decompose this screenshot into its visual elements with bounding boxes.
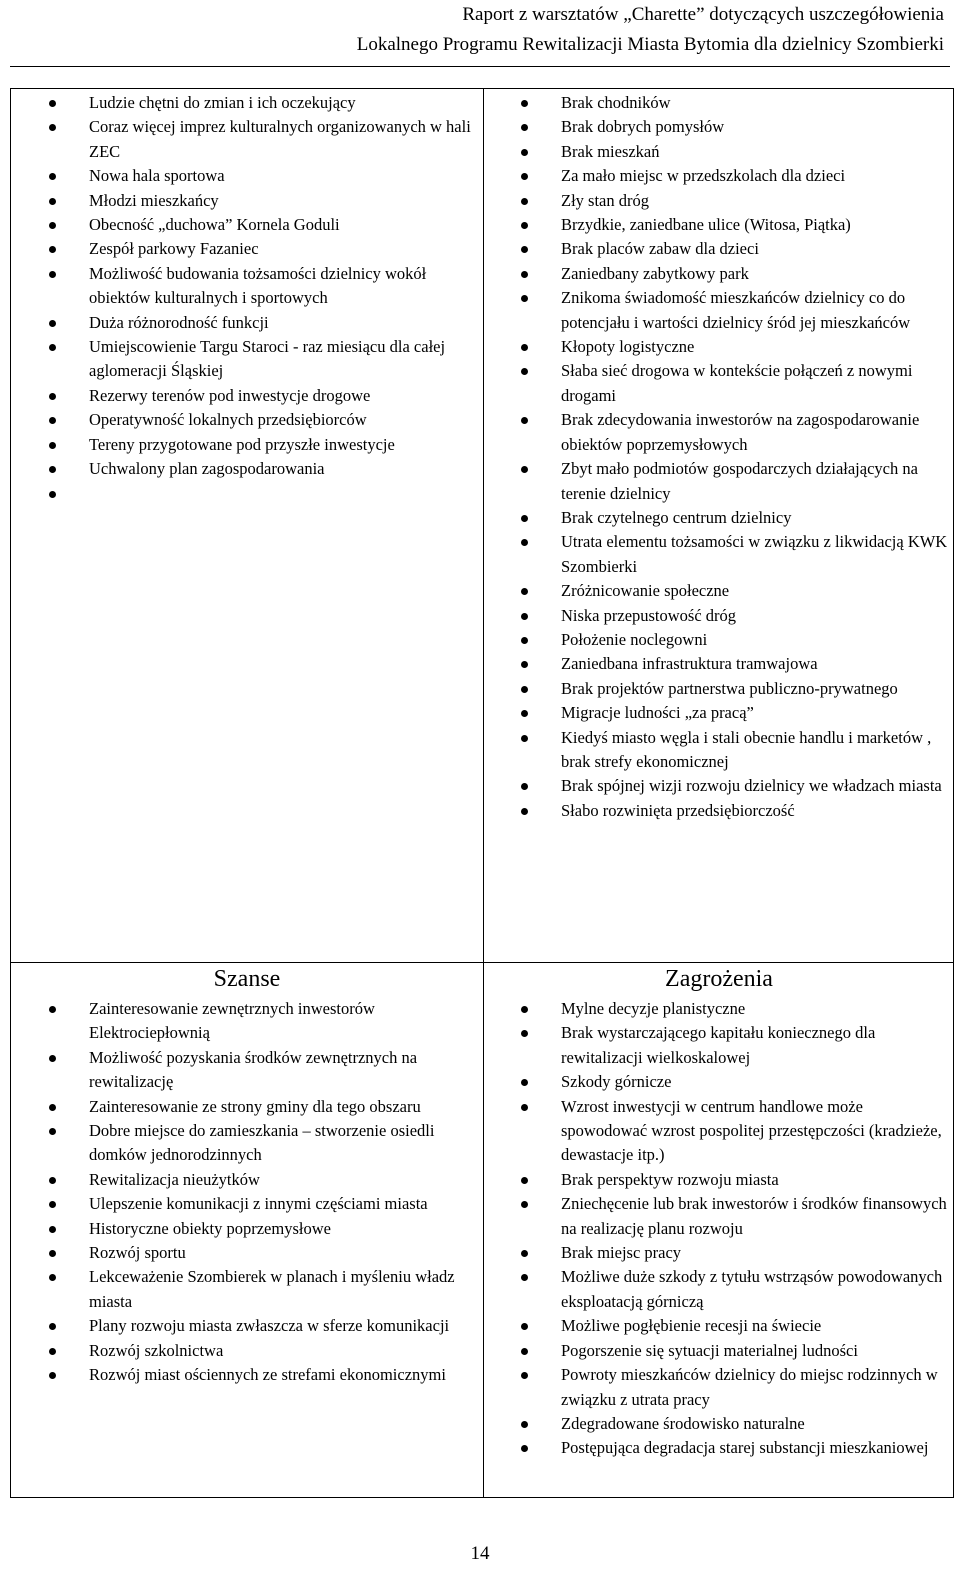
list-item: Rozwój szkolnictwa [39, 1339, 477, 1363]
list-item: Brak chodników [511, 91, 949, 115]
list-item: Ulepszenie komunikacji z innymi częściami miasta [39, 1192, 477, 1216]
list-item: Rezerwy terenów pod inwestycje drogowe [39, 384, 477, 408]
strengths-list [39, 91, 477, 506]
list-item: Dobre miejsce do zamieszkania – stworzenie osiedli domków jednorodzinnych [39, 1119, 477, 1168]
list-item: Zbyt mało podmiotów gospodarczych działających na terenie dzielnicy [511, 457, 949, 506]
list-item: Brak perspektyw rozwoju miasta [511, 1168, 949, 1192]
list-item: Rozwój miast ościennych ze strefami ekonomicznymi [39, 1363, 477, 1387]
list-item [39, 482, 477, 506]
weaknesses-list [511, 91, 949, 823]
list-item: Plany rozwoju miasta zwłaszcza w sferze komunikacji [39, 1314, 477, 1338]
list-item: Zróżnicowanie społeczne [511, 579, 949, 603]
list-item: Lekceważenie Szombierek w planach i myśleniu władz miasta [39, 1265, 477, 1314]
list-item: Coraz więcej imprez kulturalnych organizowanych w hali ZEC [39, 115, 477, 164]
list-item: Uchwalony plan zagospodarowania [39, 457, 477, 481]
list-item: Zainteresowanie ze strony gminy dla tego obszaru [39, 1095, 477, 1119]
page-number: 14 [470, 1543, 490, 1564]
opportunities-list [39, 997, 477, 1388]
swot-table [10, 88, 954, 1498]
list-item: Operatywność lokalnych przedsiębiorców [39, 408, 477, 432]
list-item: Rozwój sportu [39, 1241, 477, 1265]
header-line-2: Lokalnego Programu Rewitalizacji Miasta Bytomia dla dzielnicy Szombierki [356, 34, 944, 55]
list-item: Za mało miejsc w przedszkolach dla dzieci [511, 164, 949, 188]
weaknesses-cell [483, 89, 955, 962]
document-header [357, 0, 944, 60]
list-item: Brak placów zabaw dla dzieci [511, 237, 949, 261]
list-item: Rewitalizacja nieużytków [39, 1168, 477, 1192]
list-item: Pogorszenie się sytuacji materialnej ludności [511, 1339, 949, 1363]
list-item: Brak spójnej wizji rozwoju dzielnicy we władzach miasta [511, 774, 949, 798]
list-item: Słabo rozwinięta przedsiębiorczość [511, 799, 949, 823]
list-item: Brak dobrych pomysłów [511, 115, 949, 139]
list-item: Zniechęcenie lub brak inwestorów i środków finansowych na realizację planu rozwoju [511, 1192, 949, 1241]
list-item: Szkody górnicze [511, 1070, 949, 1094]
list-item: Słaba sieć drogowa w kontekście połączeń z nowymi drogami [511, 359, 949, 408]
list-item: Brak czytelnego centrum dzielnicy [511, 506, 949, 530]
list-item: Kiedyś miasto węgla i stali obecnie handlu i marketów , brak strefy ekonomicznej [511, 726, 949, 775]
list-item: Brzydkie, zaniedbane ulice (Witosa, Piątka) [511, 213, 949, 237]
header-rule [10, 66, 950, 67]
list-item: Kłopoty logistyczne [511, 335, 949, 359]
list-item: Tereny przygotowane pod przyszłe inwestycje [39, 433, 477, 457]
list-item: Wzrost inwestycji w centrum handlowe może spowodować wzrost pospolitej przestępczości (kradzieże, dewastacje itp.) [511, 1095, 949, 1168]
list-item: Migracje ludności „za pracą” [511, 701, 949, 725]
list-item: Nowa hala sportowa [39, 164, 477, 188]
opportunities-cell [11, 962, 483, 1497]
list-item: Niska przepustowość dróg [511, 604, 949, 628]
list-item: Mylne decyzje planistyczne [511, 997, 949, 1021]
list-item: Postępująca degradacja starej substancji mieszkaniowej [511, 1436, 949, 1460]
header-line-1: Raport z warsztatów „Charette” dotyczących uszczegółowienia [462, 4, 944, 25]
list-item: Zły stan dróg [511, 189, 949, 213]
opportunities-title: Szanse [213, 966, 281, 992]
list-item: Duża różnorodność funkcji [39, 311, 477, 335]
threats-list [511, 997, 949, 1461]
list-item: Utrata elementu tożsamości w związku z likwidacją KWK Szombierki [511, 530, 949, 579]
list-item: Możliwe duże szkody z tytułu wstrząsów powodowanych eksploatacją górniczą [511, 1265, 949, 1314]
list-item: Zaniedbany zabytkowy park [511, 262, 949, 286]
list-item: Brak projektów partnerstwa publiczno-prywatnego [511, 677, 949, 701]
list-item: Brak zdecydowania inwestorów na zagospodarowanie obiektów poprzemysłowych [511, 408, 949, 457]
list-item: Obecność „duchowa” Kornela Goduli [39, 213, 477, 237]
list-item: Zainteresowanie zewnętrznych inwestorów Elektrociepłownią [39, 997, 477, 1046]
threats-title: Zagrożenia [665, 966, 773, 992]
threats-cell [483, 962, 955, 1497]
list-item: Możliwość pozyskania środków zewnętrznych na rewitalizację [39, 1046, 477, 1095]
list-item: Umiejscowienie Targu Staroci - raz miesiącu dla całej aglomeracji Śląskiej [39, 335, 477, 384]
list-item: Możliwość budowania tożsamości dzielnicy wokół obiektów kulturalnych i sportowych [39, 262, 477, 311]
list-item: Powroty mieszkańców dzielnicy do miejsc rodzinnych w związku z utrata pracy [511, 1363, 949, 1412]
list-item: Zaniedbana infrastruktura tramwajowa [511, 652, 949, 676]
list-item: Zdegradowane środowisko naturalne [511, 1412, 949, 1436]
list-item: Historyczne obiekty poprzemysłowe [39, 1217, 477, 1241]
list-item: Znikoma świadomość mieszkańców dzielnicy co do potencjału i wartości dzielnicy śród jej mieszkańców [511, 286, 949, 335]
list-item: Brak mieszkań [511, 140, 949, 164]
list-item: Ludzie chętni do zmian i ich oczekujący [39, 91, 477, 115]
list-item: Położenie noclegowni [511, 628, 949, 652]
list-item: Brak miejsc pracy [511, 1241, 949, 1265]
list-item: Młodzi mieszkańcy [39, 189, 477, 213]
list-item: Brak wystarczającego kapitału koniecznego dla rewitalizacji wielkoskalowej [511, 1021, 949, 1070]
list-item: Zespół parkowy Fazaniec [39, 237, 477, 261]
strengths-cell [11, 89, 483, 962]
list-item: Możliwe pogłębienie recesji na świecie [511, 1314, 949, 1338]
